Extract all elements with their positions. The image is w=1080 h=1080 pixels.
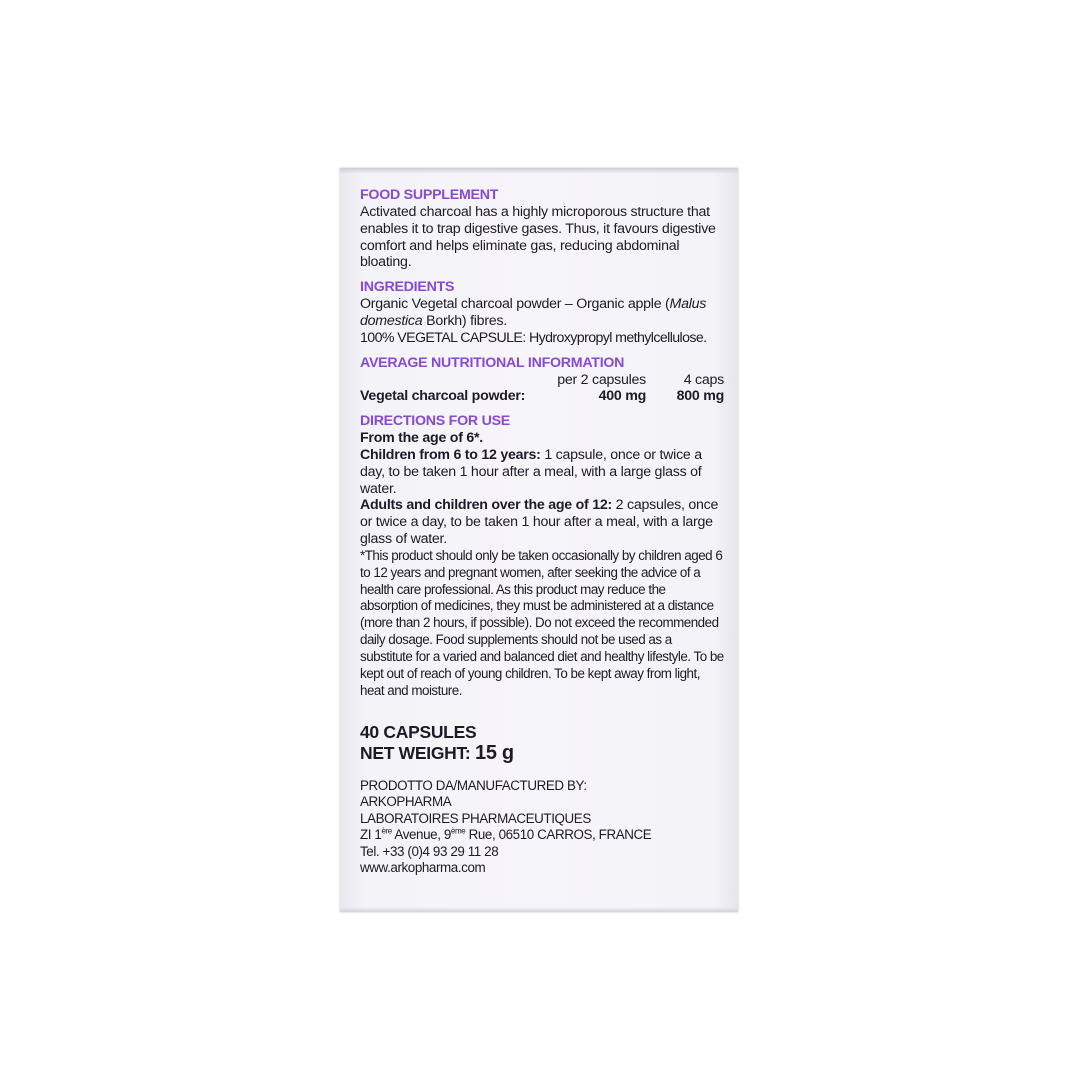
adults-label: Adults and children over the age of 12: [360,497,612,514]
nutrition-col-per2: per 2 capsules [557,371,646,388]
ingredients-text-a: Organic Vegetal charcoal powder – Organic apple ( [360,296,670,313]
address-zi: ZI 1 [360,827,382,843]
food-supplement-text: Activated charcoal has a highly microporous structure that enables it to trap digestive gases. Thus, it favours digestive comfort and helps eliminate gas, reducing abdominal bloating. [360,204,716,271]
directions-children [360,447,724,497]
children-dosage: 1 capsule, once or twice a day, to be taken 1 hour after a meal, with a large glass of water. [360,446,702,497]
ingredients-text-b: Borkh) fibres. [422,312,507,329]
nutrition-value-per2: 400 mg [598,388,646,405]
net-weight-label: NET WEIGHT: [360,742,476,763]
nutrition-row-label: Vegetal charcoal powder: [360,388,526,405]
ingredients-section [360,279,724,346]
address-mid: Avenue, 9 [391,827,451,843]
net-weight [360,743,724,764]
label-text-area [360,187,724,877]
manufacturer-line-1: PRODOTTO DA/MANUFACTURED BY: [360,777,587,793]
manufacturer-line-3: LABORATOIRES PHARMACEUTIQUES [360,810,591,826]
nutrition-header-blank [360,372,546,389]
food-supplement-heading: FOOD SUPPLEMENT [360,187,499,203]
directions-section [360,413,724,700]
ingredients-line-1 [360,296,724,330]
net-weight-value: 15 g [475,741,514,764]
nutrition-heading: AVERAGE NUTRITIONAL INFORMATION [360,354,625,371]
manufacturer-website: www.arkopharma.com [360,860,486,876]
nutrition-header-row [360,372,724,389]
nutrition-value-row [360,388,724,405]
address-end: Rue, 06510 CARROS, FRANCE [465,827,652,843]
manufacturer-name: ARKOPHARMA [360,794,452,810]
manufacturer-info [360,778,724,877]
nutrition-value-4caps: 800 mg [676,388,724,405]
adults-dosage: 2 capsules, once or twice a day, to be taken 1 hour after a meal, with a large glass of water. [360,497,719,547]
address-sup-2: ème [450,826,466,836]
nutrition-section [360,355,724,406]
manufacturer-phone: Tel. +33 (0)4 93 29 11 28 [360,843,499,859]
directions-heading: DIRECTIONS FOR USE [360,413,510,430]
capsule-count: 40 CAPSULES [360,721,477,742]
address-sup-1: ère [381,826,392,836]
food-supplement-section [360,187,724,271]
ingredients-line-2: 100% VEGETAL CAPSULE: Hydroxypropyl methylcellulose. [360,329,707,346]
children-label: Children from 6 to 12 years: [360,446,541,463]
ingredients-heading: INGREDIENTS [360,279,455,296]
directions-age: From the age of 6*. [360,430,483,447]
nutrition-col-4caps: 4 caps [683,371,724,388]
pack-info [360,722,724,764]
ingredients-latin-name: Malus domestica [360,296,707,329]
manufacturer-address [360,827,724,844]
directions-footnote: *This product should only be taken occasionally by children aged 6 to 12 years and pregnant women, after seeking the advice of a health care professional. As this product may reduce the absorption of medicines, they must be administered at a distance (more than 2 hours, if possible). Do not exceed the recommended daily dosage. Food supplements should not be used as a substitute for a varied and balanced diet and healthy lifestyle. To be kept out of reach of young children. To be kept away from light, heat and moisture. [360,547,724,698]
product-box-side-panel [340,168,738,912]
directions-adults [360,497,724,547]
